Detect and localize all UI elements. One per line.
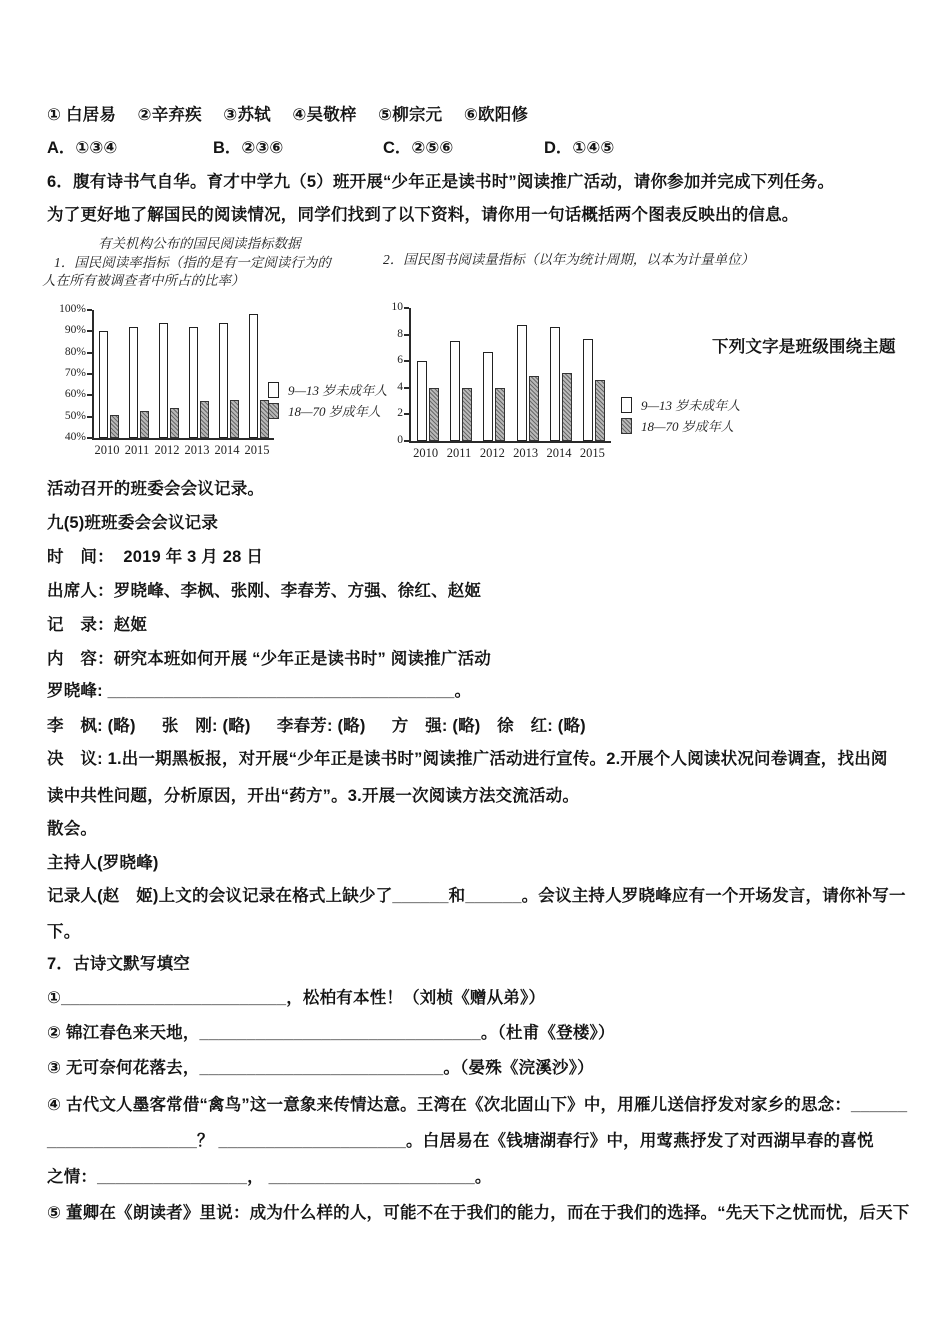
choice-b: B．②③⑥ bbox=[213, 139, 284, 157]
y-axis-tick bbox=[404, 360, 409, 362]
choice-a: A．①③④ bbox=[47, 139, 118, 157]
legend-swatch bbox=[268, 403, 279, 419]
chart-plot-area bbox=[409, 308, 611, 443]
meeting-question-1: 记录人(赵 姬)上文的会议记录在格式上缺少了______和______。会议主持人罗晓峰应有一个开场发言，请你补写一 bbox=[47, 887, 906, 905]
x-axis-label: 2011 bbox=[124, 443, 150, 457]
meeting-intro: 活动召开的班委会会议记录。 bbox=[47, 480, 265, 498]
choice-c: C．②⑤⑥ bbox=[383, 139, 454, 157]
y-axis-tick bbox=[404, 334, 409, 336]
meeting-content: 内 容：研究本班如何开展 “少年正是读书时” 阅读推广活动 bbox=[47, 650, 491, 668]
chart-books-read bbox=[383, 248, 755, 474]
bar-2010-series0 bbox=[99, 331, 108, 438]
y-axis-label: 4 bbox=[397, 380, 403, 393]
legend-entry bbox=[621, 394, 740, 415]
x-axis-label: 2014 bbox=[546, 446, 572, 460]
x-axis-label: 2014 bbox=[214, 443, 240, 457]
meeting-time: 时 间： 2019 年 3 月 28 日 bbox=[47, 548, 264, 566]
x-axis-label: 2015 bbox=[244, 443, 270, 457]
y-axis-label: 70% bbox=[64, 367, 86, 379]
y-axis-label: 50% bbox=[64, 409, 86, 422]
bar-2011-series1 bbox=[462, 388, 472, 441]
x-axis-label: 2012 bbox=[154, 443, 180, 457]
x-axis-label: 2010 bbox=[94, 443, 120, 457]
chart-plot-area bbox=[92, 310, 274, 440]
x-axis-label: 2010 bbox=[413, 446, 439, 460]
bar-2010-series0 bbox=[417, 361, 427, 441]
y-axis-label: 80% bbox=[64, 345, 86, 358]
y-axis-tick bbox=[87, 394, 92, 396]
bar-2011-series0 bbox=[129, 327, 138, 438]
y-axis-label: 40% bbox=[64, 431, 86, 443]
x-axis-label: 2011 bbox=[446, 446, 472, 460]
q7-line-5: ________________？ ____________________。白居易在《钱塘湖春行》中，用莺燕抒发了对西湖早春的喜悦 bbox=[47, 1132, 874, 1150]
chart1-title: 有关机构公布的国民阅读指标数据 bbox=[98, 236, 301, 251]
side-note: 下列文字是班级围绕主题 bbox=[712, 338, 896, 356]
meeting-luo-blank: 罗晓峰: _____________________________________。 bbox=[47, 682, 472, 700]
chart-legend bbox=[621, 394, 740, 436]
q7-line-2: ② 锦江春色来天地，______________________________。（杜甫《登楼》） bbox=[47, 1024, 615, 1042]
x-axis-label: 2013 bbox=[513, 446, 539, 460]
q6-task: 为了更好地了解国民的阅读情况，同学们找到了以下资料，请你用一句话概括两个图表反映出的信息。 bbox=[47, 206, 799, 224]
legend-label: 9—13 岁未成年人 bbox=[641, 398, 741, 413]
choice-d: D．①④⑤ bbox=[544, 139, 615, 157]
meeting-title: 九(5)班班委会会议记录 bbox=[47, 514, 219, 532]
bar-2010-series1 bbox=[110, 415, 119, 438]
bar-2015-series0 bbox=[583, 339, 593, 441]
bar-2013-series1 bbox=[200, 401, 209, 438]
y-axis-tick bbox=[87, 330, 92, 332]
bar-2010-series1 bbox=[429, 388, 439, 441]
q7-line-4: ④ 古代文人墨客常借“禽鸟”这一意象来传情达意。王湾在《次北固山下》中，用雁儿送信抒发对家乡的思念：______ bbox=[47, 1096, 908, 1114]
legend-label: 18—70 岁成年人 bbox=[641, 419, 734, 434]
q7-title: 7．古诗文默写填空 bbox=[47, 955, 190, 973]
bar-2011-series1 bbox=[140, 411, 149, 438]
bar-2014-series0 bbox=[219, 323, 228, 438]
y-axis-label: 8 bbox=[397, 327, 403, 340]
y-axis-label: 90% bbox=[64, 324, 86, 337]
y-axis-tick bbox=[87, 373, 92, 375]
q7-line-1: ①________________________，松柏有本性！（刘桢《赠从弟》） bbox=[47, 989, 546, 1007]
bar-2012-series0 bbox=[483, 352, 493, 441]
meeting-recorder: 记 录：赵姬 bbox=[47, 616, 148, 634]
y-axis-tick bbox=[87, 416, 92, 418]
bar-2012-series0 bbox=[159, 323, 168, 438]
meeting-resolution-1: 决 议: 1.出一期黑板报，对开展“少年正是读书时”阅读推广活动进行宣传。2.开展个人阅读状况问卷调查，找出阅 bbox=[47, 750, 888, 768]
chart2-title: 2．国民图书阅读量指标（以年为统计周期，以本为计量单位） bbox=[383, 252, 755, 267]
author-options-line: ① 白居易 ②辛弃疾 ③苏轼 ④吴敬梓 ⑤柳宗元 ⑥欧阳修 bbox=[47, 106, 529, 124]
y-axis-tick bbox=[87, 309, 92, 311]
x-axis-label: 2013 bbox=[184, 443, 210, 457]
y-axis-label: 0 bbox=[397, 434, 403, 446]
chart1-subtitle1: 1．国民阅读率指标（指的是有一定阅读行为的 bbox=[54, 255, 331, 270]
legend-entry bbox=[621, 415, 740, 436]
bar-2013-series0 bbox=[189, 327, 198, 438]
y-axis-label: 10 bbox=[391, 301, 403, 313]
chart1-subtitle2: 人在所有被调查者中所占的比率） bbox=[42, 273, 245, 288]
chart-reading-rate bbox=[40, 232, 392, 474]
bar-2012-series1 bbox=[495, 388, 505, 441]
y-axis-tick bbox=[87, 352, 92, 354]
bar-2013-series0 bbox=[517, 325, 527, 441]
x-axis-label: 2015 bbox=[579, 446, 605, 460]
legend-label: 9—13 岁未成年人 bbox=[288, 383, 388, 398]
x-axis-label: 2012 bbox=[479, 446, 505, 460]
q7-line-7: ⑤ 董卿在《朗读者》里说：成为什么样的人，可能不在于我们的能力，而在于我们的选择。“先天下之忧而忧，后天下 bbox=[47, 1204, 910, 1222]
y-axis-tick bbox=[87, 437, 92, 439]
bar-2015-series0 bbox=[249, 314, 258, 438]
meeting-question-2: 下。 bbox=[47, 923, 81, 941]
y-axis-label: 60% bbox=[64, 388, 86, 401]
bar-2014-series1 bbox=[230, 400, 239, 438]
q6-intro: 6．腹有诗书气自华。育才中学九（5）班开展“少年正是读书时”阅读推广活动，请你参加并完成下列任务。 bbox=[47, 173, 835, 191]
y-axis-label: 100% bbox=[59, 303, 86, 315]
y-axis-tick bbox=[404, 440, 409, 442]
y-axis-label: 2 bbox=[397, 407, 403, 420]
meeting-host: 主持人(罗晓峰) bbox=[47, 854, 159, 872]
y-axis-tick bbox=[404, 307, 409, 309]
bar-2012-series1 bbox=[170, 408, 179, 438]
bar-2011-series0 bbox=[450, 341, 460, 441]
bar-2015-series1 bbox=[595, 380, 605, 441]
meeting-attendees: 出席人：罗晓峰、李枫、张刚、李春芳、方强、徐红、赵姬 bbox=[47, 582, 482, 600]
legend-swatch bbox=[621, 418, 632, 434]
legend-swatch bbox=[268, 382, 279, 398]
meeting-others: 李 枫: (略) 张 刚: (略) 李春芳: (略) 方 强: (略) 徐 红: (略) bbox=[47, 717, 586, 735]
q7-line-6: 之情：________________， ______________________。 bbox=[47, 1168, 492, 1186]
y-axis-tick bbox=[404, 387, 409, 389]
choice-row bbox=[47, 134, 927, 156]
meeting-adjourn: 散会。 bbox=[47, 820, 98, 838]
bar-2013-series1 bbox=[529, 376, 539, 441]
y-axis-label: 6 bbox=[397, 354, 403, 367]
bar-2014-series0 bbox=[550, 327, 560, 441]
y-axis-tick bbox=[404, 413, 409, 415]
legend-swatch bbox=[621, 397, 632, 413]
legend-label: 18—70 岁成年人 bbox=[288, 404, 381, 419]
meeting-resolution-2: 读中共性问题，分析原因，开出“药方”。3.开展一次阅读方法交流活动。 bbox=[47, 787, 580, 805]
bar-2014-series1 bbox=[562, 373, 572, 441]
q7-line-3: ③ 无可奈何花落去，__________________________。（晏殊《浣溪沙》） bbox=[47, 1059, 594, 1077]
